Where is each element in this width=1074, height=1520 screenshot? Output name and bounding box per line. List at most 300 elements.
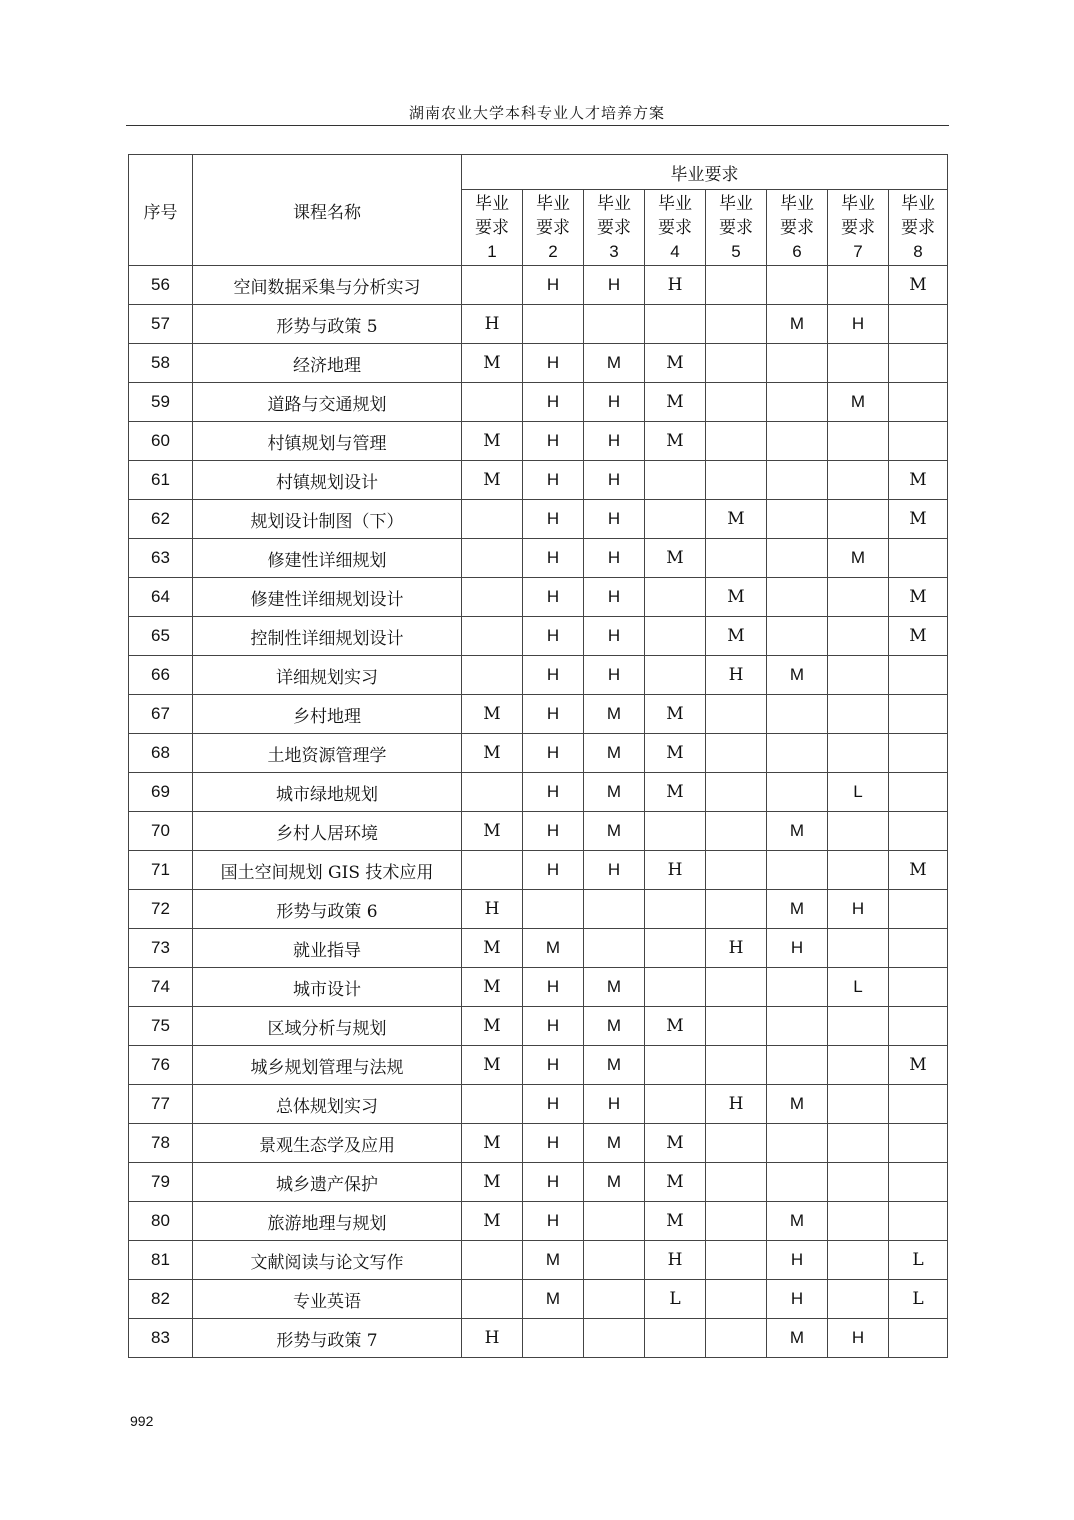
requirement-level-cell: H bbox=[523, 1007, 584, 1046]
requirement-level-cell: M bbox=[523, 1280, 584, 1319]
requirement-level-cell: H bbox=[584, 422, 645, 461]
requirement-level-cell bbox=[706, 1124, 767, 1163]
requirement-level-cell bbox=[706, 344, 767, 383]
requirement-level-cell: M bbox=[645, 695, 706, 734]
requirement-level-cell: H bbox=[523, 1085, 584, 1124]
requirement-level-cell: M bbox=[889, 851, 948, 890]
course-name: 道路与交通规划 bbox=[193, 383, 462, 422]
requirement-level-cell: H bbox=[523, 968, 584, 1007]
course-number: 65 bbox=[129, 617, 193, 656]
course-name: 旅游地理与规划 bbox=[193, 1202, 462, 1241]
requirement-level-cell: H bbox=[462, 890, 523, 929]
requirement-column-header bbox=[645, 190, 706, 266]
req-header-number: 7 bbox=[853, 241, 863, 261]
course-number: 77 bbox=[129, 1085, 193, 1124]
course-name: 形势与政策 6 bbox=[193, 890, 462, 929]
requirement-level-cell bbox=[767, 344, 828, 383]
requirement-level-cell bbox=[767, 383, 828, 422]
requirement-level-cell bbox=[828, 929, 889, 968]
course-name: 专业英语 bbox=[193, 1280, 462, 1319]
requirement-level-cell: H bbox=[523, 734, 584, 773]
table-row bbox=[129, 773, 948, 812]
table-row bbox=[129, 617, 948, 656]
requirement-column-header bbox=[462, 190, 523, 266]
course-name: 乡村地理 bbox=[193, 695, 462, 734]
requirement-level-cell: M bbox=[767, 812, 828, 851]
course-number: 59 bbox=[129, 383, 193, 422]
course-number: 62 bbox=[129, 500, 193, 539]
course-number: 79 bbox=[129, 1163, 193, 1202]
requirement-level-cell: M bbox=[462, 461, 523, 500]
course-number: 71 bbox=[129, 851, 193, 890]
requirement-level-cell bbox=[828, 734, 889, 773]
requirement-level-cell bbox=[889, 890, 948, 929]
requirement-level-cell bbox=[462, 1085, 523, 1124]
requirement-level-cell: H bbox=[645, 1241, 706, 1280]
requirement-level-cell bbox=[889, 1202, 948, 1241]
course-number: 80 bbox=[129, 1202, 193, 1241]
course-name: 乡村人居环境 bbox=[193, 812, 462, 851]
requirement-level-cell bbox=[828, 656, 889, 695]
requirement-level-cell: H bbox=[523, 344, 584, 383]
requirement-column-header bbox=[828, 190, 889, 266]
header-divider bbox=[126, 125, 949, 126]
course-name: 控制性详细规划设计 bbox=[193, 617, 462, 656]
requirement-level-cell: M bbox=[767, 1202, 828, 1241]
req-header-number: 3 bbox=[609, 241, 619, 261]
requirement-level-cell: H bbox=[523, 617, 584, 656]
course-number: 72 bbox=[129, 890, 193, 929]
requirement-level-cell: H bbox=[523, 773, 584, 812]
requirement-level-cell bbox=[706, 890, 767, 929]
requirement-level-cell: M bbox=[767, 305, 828, 344]
table-row bbox=[129, 812, 948, 851]
course-name: 就业指导 bbox=[193, 929, 462, 968]
course-number: 83 bbox=[129, 1319, 193, 1358]
course-name: 土地资源管理学 bbox=[193, 734, 462, 773]
requirement-level-cell bbox=[584, 1280, 645, 1319]
requirement-level-cell: H bbox=[828, 305, 889, 344]
requirement-level-cell bbox=[889, 1085, 948, 1124]
requirement-level-cell: M bbox=[828, 383, 889, 422]
requirement-level-cell bbox=[706, 266, 767, 305]
course-number: 67 bbox=[129, 695, 193, 734]
course-number: 66 bbox=[129, 656, 193, 695]
requirement-level-cell: H bbox=[584, 578, 645, 617]
requirement-level-cell: M bbox=[706, 500, 767, 539]
requirement-level-cell bbox=[645, 500, 706, 539]
requirement-level-cell bbox=[462, 1241, 523, 1280]
course-number: 63 bbox=[129, 539, 193, 578]
requirement-level-cell: M bbox=[645, 1124, 706, 1163]
course-name: 形势与政策 7 bbox=[193, 1319, 462, 1358]
requirement-level-cell bbox=[645, 656, 706, 695]
requirement-level-cell: L bbox=[828, 968, 889, 1007]
requirement-level-cell: H bbox=[584, 1085, 645, 1124]
req-header-number: 1 bbox=[487, 241, 497, 261]
table-row bbox=[129, 305, 948, 344]
requirement-level-cell bbox=[706, 1241, 767, 1280]
requirement-level-cell bbox=[706, 461, 767, 500]
requirement-level-cell bbox=[828, 1163, 889, 1202]
requirement-level-cell bbox=[645, 305, 706, 344]
requirement-level-cell bbox=[889, 734, 948, 773]
table-row bbox=[129, 695, 948, 734]
requirement-level-cell bbox=[706, 539, 767, 578]
requirement-level-cell bbox=[889, 305, 948, 344]
course-name: 城乡遗产保护 bbox=[193, 1163, 462, 1202]
requirement-level-cell bbox=[767, 617, 828, 656]
req-header-line1: 毕业 bbox=[719, 193, 753, 214]
table-row bbox=[129, 383, 948, 422]
requirement-level-cell: L bbox=[645, 1280, 706, 1319]
requirement-level-cell bbox=[767, 1124, 828, 1163]
table-row bbox=[129, 1124, 948, 1163]
requirement-level-cell: M bbox=[523, 929, 584, 968]
course-number: 61 bbox=[129, 461, 193, 500]
requirement-level-cell bbox=[889, 695, 948, 734]
requirement-level-cell bbox=[889, 1007, 948, 1046]
requirement-level-cell bbox=[828, 812, 889, 851]
requirement-level-cell: M bbox=[889, 266, 948, 305]
table-row bbox=[129, 539, 948, 578]
requirement-level-cell: M bbox=[645, 539, 706, 578]
requirement-level-cell: M bbox=[767, 1319, 828, 1358]
requirement-level-cell bbox=[523, 1319, 584, 1358]
requirement-level-cell: M bbox=[584, 344, 645, 383]
course-number: 78 bbox=[129, 1124, 193, 1163]
req-header-line1: 毕业 bbox=[475, 193, 509, 214]
requirement-level-cell bbox=[889, 422, 948, 461]
page-number: 992 bbox=[130, 1413, 154, 1429]
requirement-level-cell: H bbox=[584, 500, 645, 539]
req-header-line2: 要求 bbox=[780, 217, 814, 238]
requirement-column-header bbox=[767, 190, 828, 266]
requirement-level-cell: M bbox=[889, 578, 948, 617]
requirement-level-cell: M bbox=[584, 1163, 645, 1202]
requirement-level-cell bbox=[523, 890, 584, 929]
requirement-level-cell: H bbox=[523, 422, 584, 461]
requirement-level-cell: M bbox=[462, 1163, 523, 1202]
table-row bbox=[129, 968, 948, 1007]
course-number: 70 bbox=[129, 812, 193, 851]
requirement-level-cell bbox=[645, 617, 706, 656]
course-number: 57 bbox=[129, 305, 193, 344]
course-name: 总体规划实习 bbox=[193, 1085, 462, 1124]
req-header-line1: 毕业 bbox=[901, 193, 935, 214]
requirement-level-cell bbox=[767, 578, 828, 617]
req-header-line2: 要求 bbox=[658, 217, 692, 238]
requirement-level-cell bbox=[889, 929, 948, 968]
requirement-level-cell bbox=[706, 1319, 767, 1358]
requirement-level-cell bbox=[828, 422, 889, 461]
course-number: 81 bbox=[129, 1241, 193, 1280]
requirement-level-cell bbox=[645, 461, 706, 500]
requirement-level-cell: H bbox=[523, 539, 584, 578]
course-number: 76 bbox=[129, 1046, 193, 1085]
requirement-level-cell bbox=[828, 1202, 889, 1241]
requirement-level-cell: L bbox=[889, 1280, 948, 1319]
requirement-level-cell bbox=[462, 617, 523, 656]
requirement-level-cell: H bbox=[462, 1319, 523, 1358]
requirement-level-cell: M bbox=[462, 1124, 523, 1163]
requirement-level-cell: M bbox=[889, 1046, 948, 1085]
course-number: 56 bbox=[129, 266, 193, 305]
req-header-line1: 毕业 bbox=[536, 193, 570, 214]
requirement-level-cell bbox=[828, 1280, 889, 1319]
requirement-level-cell bbox=[706, 851, 767, 890]
requirement-level-cell: M bbox=[584, 1046, 645, 1085]
requirement-level-cell: H bbox=[584, 851, 645, 890]
requirement-level-cell bbox=[706, 305, 767, 344]
requirement-level-cell bbox=[767, 851, 828, 890]
requirement-level-cell: M bbox=[584, 773, 645, 812]
requirement-level-cell: H bbox=[584, 383, 645, 422]
course-name: 村镇规划设计 bbox=[193, 461, 462, 500]
requirement-level-cell bbox=[645, 1085, 706, 1124]
requirement-level-cell: M bbox=[462, 734, 523, 773]
requirement-level-cell bbox=[462, 656, 523, 695]
requirement-level-cell: H bbox=[523, 461, 584, 500]
req-header-number: 5 bbox=[731, 241, 741, 261]
requirement-level-cell: M bbox=[584, 734, 645, 773]
requirement-level-cell bbox=[767, 695, 828, 734]
course-number: 74 bbox=[129, 968, 193, 1007]
requirement-level-cell: H bbox=[523, 851, 584, 890]
requirement-level-cell: M bbox=[462, 1007, 523, 1046]
requirement-level-cell: M bbox=[767, 656, 828, 695]
course-name: 空间数据采集与分析实习 bbox=[193, 266, 462, 305]
requirement-level-cell bbox=[889, 812, 948, 851]
requirement-level-cell: H bbox=[523, 500, 584, 539]
course-number: 82 bbox=[129, 1280, 193, 1319]
requirement-level-cell: M bbox=[584, 695, 645, 734]
requirement-level-cell bbox=[706, 1007, 767, 1046]
requirement-level-cell bbox=[828, 617, 889, 656]
requirement-level-cell bbox=[706, 773, 767, 812]
requirement-level-cell bbox=[584, 890, 645, 929]
course-name: 文献阅读与论文写作 bbox=[193, 1241, 462, 1280]
requirement-level-cell bbox=[767, 539, 828, 578]
requirement-level-cell: M bbox=[523, 1241, 584, 1280]
requirement-level-cell: L bbox=[889, 1241, 948, 1280]
requirement-level-cell: M bbox=[645, 383, 706, 422]
requirement-level-cell: H bbox=[523, 1046, 584, 1085]
requirement-level-cell bbox=[584, 1319, 645, 1358]
requirement-level-cell bbox=[706, 1046, 767, 1085]
requirement-level-cell bbox=[767, 1046, 828, 1085]
requirement-level-cell: H bbox=[584, 461, 645, 500]
requirement-level-cell bbox=[828, 344, 889, 383]
requirement-level-cell bbox=[523, 305, 584, 344]
req-header-line1: 毕业 bbox=[841, 193, 875, 214]
requirement-level-cell: M bbox=[462, 812, 523, 851]
page-header-title: 湖南农业大学本科专业人才培养方案 bbox=[408, 104, 665, 122]
requirement-level-cell: M bbox=[645, 734, 706, 773]
requirement-level-cell bbox=[889, 1319, 948, 1358]
requirement-level-cell: H bbox=[523, 266, 584, 305]
req-header-line2: 要求 bbox=[475, 217, 509, 238]
requirement-level-cell bbox=[828, 1241, 889, 1280]
requirement-level-cell bbox=[889, 383, 948, 422]
requirement-level-cell: M bbox=[828, 539, 889, 578]
table-row bbox=[129, 422, 948, 461]
requirement-level-cell bbox=[645, 1046, 706, 1085]
requirement-level-cell bbox=[584, 929, 645, 968]
requirement-level-cell: M bbox=[767, 890, 828, 929]
course-number: 58 bbox=[129, 344, 193, 383]
table-row bbox=[129, 1007, 948, 1046]
course-number: 68 bbox=[129, 734, 193, 773]
requirement-level-cell: H bbox=[767, 1241, 828, 1280]
requirement-level-cell bbox=[645, 812, 706, 851]
course-name: 经济地理 bbox=[193, 344, 462, 383]
requirement-level-cell: H bbox=[523, 812, 584, 851]
course-number: 60 bbox=[129, 422, 193, 461]
requirement-level-cell: H bbox=[645, 851, 706, 890]
requirement-level-cell: M bbox=[584, 812, 645, 851]
requirement-level-cell: M bbox=[645, 1163, 706, 1202]
course-number: 73 bbox=[129, 929, 193, 968]
req-header-line1: 毕业 bbox=[780, 193, 814, 214]
req-header-line1: 毕业 bbox=[597, 193, 631, 214]
requirement-level-cell bbox=[767, 1163, 828, 1202]
requirement-level-cell bbox=[706, 383, 767, 422]
table-row bbox=[129, 890, 948, 929]
requirement-level-cell bbox=[767, 734, 828, 773]
requirement-level-cell: H bbox=[645, 266, 706, 305]
requirement-level-cell bbox=[462, 383, 523, 422]
requirement-level-cell: H bbox=[584, 539, 645, 578]
requirement-level-cell: H bbox=[828, 890, 889, 929]
table-row bbox=[129, 578, 948, 617]
req-header-line1: 毕业 bbox=[658, 193, 692, 214]
requirement-level-cell: M bbox=[462, 344, 523, 383]
requirement-level-cell bbox=[645, 929, 706, 968]
table-row bbox=[129, 266, 948, 305]
table-row bbox=[129, 461, 948, 500]
requirement-level-cell: M bbox=[462, 1046, 523, 1085]
requirement-column-header bbox=[584, 190, 645, 266]
course-name: 修建性详细规划 bbox=[193, 539, 462, 578]
requirement-level-cell bbox=[767, 266, 828, 305]
requirement-level-cell bbox=[889, 968, 948, 1007]
requirement-level-cell: H bbox=[767, 929, 828, 968]
requirement-level-cell bbox=[706, 695, 767, 734]
requirement-level-cell bbox=[706, 1280, 767, 1319]
requirement-level-cell bbox=[584, 1202, 645, 1241]
requirement-level-cell bbox=[462, 773, 523, 812]
requirement-level-cell: H bbox=[523, 1163, 584, 1202]
requirement-level-cell: H bbox=[767, 1280, 828, 1319]
requirement-level-cell: H bbox=[584, 617, 645, 656]
table-row bbox=[129, 656, 948, 695]
table-row bbox=[129, 500, 948, 539]
table-row bbox=[129, 1163, 948, 1202]
requirement-level-cell bbox=[645, 578, 706, 617]
requirement-level-cell bbox=[462, 851, 523, 890]
requirement-level-cell: H bbox=[523, 656, 584, 695]
requirement-level-cell: M bbox=[462, 422, 523, 461]
requirement-level-cell: L bbox=[828, 773, 889, 812]
requirement-level-cell: M bbox=[706, 617, 767, 656]
table-row bbox=[129, 1046, 948, 1085]
course-number: 64 bbox=[129, 578, 193, 617]
table-row bbox=[129, 851, 948, 890]
requirement-level-cell bbox=[462, 500, 523, 539]
requirement-level-cell bbox=[828, 461, 889, 500]
table-row bbox=[129, 1202, 948, 1241]
requirement-level-cell bbox=[462, 539, 523, 578]
requirement-level-cell: M bbox=[889, 500, 948, 539]
requirement-level-cell: H bbox=[462, 305, 523, 344]
requirement-level-cell: M bbox=[767, 1085, 828, 1124]
requirement-level-cell: M bbox=[645, 344, 706, 383]
req-header-line2: 要求 bbox=[841, 217, 875, 238]
requirement-level-cell: H bbox=[828, 1319, 889, 1358]
requirement-level-cell: M bbox=[584, 1007, 645, 1046]
requirement-level-cell bbox=[767, 500, 828, 539]
requirement-level-cell: H bbox=[584, 266, 645, 305]
requirement-level-cell bbox=[889, 539, 948, 578]
requirement-level-cell bbox=[706, 1202, 767, 1241]
header-row-group bbox=[129, 155, 948, 190]
matrix-body bbox=[129, 266, 948, 1358]
requirement-level-cell: H bbox=[706, 1085, 767, 1124]
requirement-level-cell: M bbox=[462, 1202, 523, 1241]
requirement-level-cell bbox=[706, 422, 767, 461]
requirement-level-cell bbox=[767, 1007, 828, 1046]
requirement-level-cell: M bbox=[584, 1124, 645, 1163]
requirement-level-cell: M bbox=[645, 1007, 706, 1046]
requirement-level-cell bbox=[889, 1124, 948, 1163]
requirement-level-cell bbox=[706, 968, 767, 1007]
req-header-line2: 要求 bbox=[719, 217, 753, 238]
course-number: 75 bbox=[129, 1007, 193, 1046]
requirement-column-header bbox=[889, 190, 948, 266]
requirement-level-cell bbox=[828, 500, 889, 539]
course-name: 城乡规划管理与法规 bbox=[193, 1046, 462, 1085]
requirement-level-cell bbox=[706, 1163, 767, 1202]
course-requirement-matrix bbox=[128, 154, 948, 1358]
requirement-level-cell bbox=[584, 1241, 645, 1280]
requirement-level-cell bbox=[828, 695, 889, 734]
table-row bbox=[129, 1085, 948, 1124]
req-header-line2: 要求 bbox=[901, 217, 935, 238]
requirement-level-cell bbox=[889, 344, 948, 383]
table-row bbox=[129, 344, 948, 383]
requirement-level-cell bbox=[767, 461, 828, 500]
req-header-line2: 要求 bbox=[597, 217, 631, 238]
requirement-level-cell bbox=[706, 812, 767, 851]
table-row bbox=[129, 1280, 948, 1319]
requirement-level-cell: M bbox=[584, 968, 645, 1007]
course-name: 城市设计 bbox=[193, 968, 462, 1007]
seq-column-header: 序号 bbox=[129, 155, 193, 266]
requirement-level-cell: M bbox=[645, 773, 706, 812]
course-name: 景观生态学及应用 bbox=[193, 1124, 462, 1163]
requirement-level-cell: M bbox=[462, 929, 523, 968]
requirement-level-cell bbox=[889, 656, 948, 695]
course-name: 城市绿地规划 bbox=[193, 773, 462, 812]
requirement-level-cell bbox=[645, 890, 706, 929]
course-name: 国土空间规划 GIS 技术应用 bbox=[193, 851, 462, 890]
course-name: 区域分析与规划 bbox=[193, 1007, 462, 1046]
table-row bbox=[129, 929, 948, 968]
requirement-level-cell: H bbox=[706, 929, 767, 968]
requirement-level-cell: M bbox=[462, 968, 523, 1007]
requirement-level-cell: H bbox=[706, 656, 767, 695]
